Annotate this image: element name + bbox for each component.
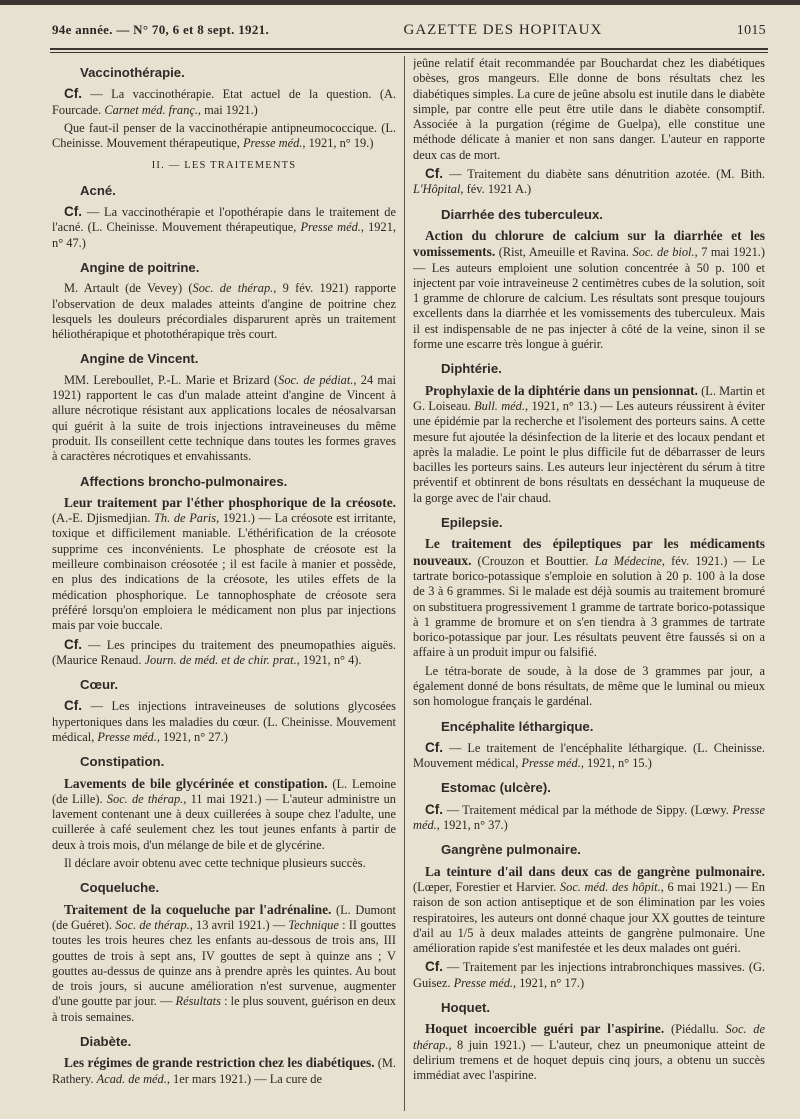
paragraph: Prophylaxie de la diphtérie dans un pensionnat. (L. Martin et G. Loiseau. Bull. méd., 1921, n° 13.) — Les auteurs réussirent à éviter une épidémie par la recherche et l'isolement des porteurs sains. A cette mesure fut ajoutée la désinfection de la literie et des locaux pendant et après la maladie. Le point le plus difficile fut de débarrasser de leurs bacilles les porteurs sains. Les auteurs leur injectèrent du sérum à titre préventif et obtinrent de bons résultats en desséchant la muqueuse de la gorge avec de l'air chaud. [413, 382, 765, 505]
section-title: Acné. [80, 182, 116, 198]
paragraph: jeûne relatif était recommandée par Bouchardat chez les diabétiques obèses, gros mangeurs. Elle donne de bons résultats chez les diabétiques simples. La cure de jeûne absolu est inutile dans le diabète simple, par contre elle peut être utile dans le diabète consomptif. Associée à la purgation (régime de Guelpa), elle constitue une méthode délicate à manier et non sans danger. L'auteur en rapporte deux cas de mort. [413, 56, 765, 162]
section-title: Diphtérie. [441, 361, 502, 377]
paragraph: Le traitement des épileptiques par les médicaments nouveaux. (Crouzon et Bouttier. La Médecine, fév. 1921.) — Le tartrate borico-potassique s'emploie en solution à 20 p. 100 à la dose de 3 à 6 grammes. Si le malade est déjà soumis au traitement bromuré on substituera progressivement 1 gramme de tartrate borico-potassique à 1 gramme de bromure et on s'en tiendra à 3 grammes de tartrate borico-potassique par jour. Les résultats peuvent être faussés si on a affaire à un produit impur ou falsifié. [413, 536, 765, 660]
paragraph: Il déclare avoir obtenu avec cette technique plusieurs succès. [64, 856, 366, 871]
section-title: Hoquet. [441, 1000, 491, 1016]
paragraph: Cf. — Traitement médical par la méthode de Sippy. (Lœwy. Presse méd., 1921, n° 37.) [413, 801, 765, 833]
section-title: Vaccinothérapie. [80, 65, 185, 80]
paragraph: Cf. — Traitement par les injections intrabronchiques massives. (G. Guisez. Presse méd., 1921, n° 17.) [413, 959, 765, 990]
paragraph: Lavements de bile glycérinée et constipation. (L. Lemoine (de Lille). Soc. de thérap., 11 mai 1921.) — L'auteur administre un lavement contenant une à deux cuillerées à soupe chez l'adulte, une cuillerée à café seulement chez les tout jeunes enfants à partir de deux à trois mois, d'un mélange de bile et de glycérine. [52, 775, 396, 852]
paragraph: Action du chlorure de calcium sur la diarrhée et les vomissements. (Rist, Ameuille et Ravina. Soc. de biol., 7 mai 1921.) — Les auteurs emploient une solution concentrée à 50 p. 100 et injectent par voie intraveineuse 2 centimètres cubes de la solution, soit 1 gramme de chlorure de calcium. Les résultats sont presque toujours excellents dans la diarrhée et les vomissements des tuberculeux. Mais il est indispensable de ne pas injecter à côté de la veine, sinon il se forme une escarre très longue à guérir. [413, 227, 765, 352]
section-title: Estomac (ulcère). [441, 780, 551, 796]
section-title: Diarrhée des tuberculeux. [441, 206, 603, 222]
section-title: Coqueluche. [80, 880, 160, 896]
column-divider [404, 56, 405, 1111]
paragraph: Cf. — La vaccinothérapie. Etat actuel de la question. (A. Fourcade. Carnet méd. franç., mai 1921.) [52, 86, 396, 117]
section-title: Affections broncho-pulmonaires. [80, 473, 288, 489]
paragraph: La teinture d'ail dans deux cas de gangrène pulmonaire. (Lœper, Forestier et Harvier. Soc. méd. des hôpit., 6 mai 1921.) — En raison de son action antiseptique et de son élimination par les voies respiratoires, les auteurs ont donné chaque jour XX gouttes de teinture d'ail au 1/5 à deux malades atteints de gangrène pulmonaire. Une amélioration rapide s'est manifestée et les deux malades ont guéri. [413, 863, 765, 956]
header-rule [50, 48, 768, 50]
section-title: Constipation. [80, 754, 165, 770]
paragraph: Cf. — Le traitement de l'encéphalite léthargique. (L. Cheinisse. Mouvement médical, Presse méd., 1921, n° 15.) [413, 739, 765, 771]
running-header [52, 22, 766, 44]
paragraph: Cf. — Traitement du diabète sans dénutrition azotée. (M. Bith. L'Hôpital, fév. 1921 A.) [413, 166, 765, 197]
left-column [52, 56, 396, 1111]
paragraph: Traitement de la coqueluche par l'adrénaline. (L. Dumont (de Guéret). Soc. de thérap., 13 avril 1921.) — Technique : II gouttes toutes les trois heures chez les enfants au-dessous de trois ans, III gouttes de trois à sept ans, IV gouttes de sept à quinze ans ; V gouttes au-dessus de quinze ans à prendre après les quintes. Au bout de trois jours, si aucune amélioration n'est survenue, augmenter d'une goutte par jour. — Résultats : le plus souvent, guérison en deux à trois semaines. [52, 901, 396, 1024]
paragraph: Le tétra-borate de soude, à la dose de 3 grammes par jour, a également donné de bons résultats, de même que le luminal ou mieux son homologue français le gardénal. [413, 663, 765, 709]
paragraph: Cf. — Les principes du traitement des pneumopathies aiguës. (Maurice Renaud. Journ. de méd. et de chir. prat., 1921, n° 4). [52, 636, 396, 667]
section-title: Angine de Vincent. [80, 351, 199, 367]
paragraph: Leur traitement par l'éther phosphorique de la créosote. (A.-E. Djismedjian. Th. de Paris, 1921.) — La créosote est irritante, toxique et difficilement maniable. L'éthérification de la créosote supprime ces inconvénients. Le phosphate de créosote est la meilleure combinaison créosotée ; il est facile à manier et possède, en plus des indications de la créosote, les utiles effets de la médication phosphorique. Le tannophosphate de créosote sera préféré lorsqu'on emploiera le médicament non plus par injections mais par voie buccale. [52, 494, 396, 633]
paragraph: MM. Lereboullet, P.-L. Marie et Brizard (Soc. de pédiat., 24 mai 1921) rapportent le cas d'un malade atteint d'angine de Vincent à allure nécrotique résistant aux applications locales de néosalvarsan qui guérit à la suite de trois injections intraveineuses du même produit. Ils conseillent cette technique dans toutes les formes graves à caractères nécrotiques et envahissants. [52, 372, 396, 464]
paragraph: Hoquet incoercible guéri par l'aspirine. (Piédallu. Soc. de thérap., 8 juin 1921.) — L'auteur, chez un pneumonique atteint de delirium tremens et de hoquet depuis cinq jours, a obtenu un succès immédiat avec l'aspirine. [413, 1021, 765, 1083]
paragraph: Les régimes de grande restriction chez les diabétiques. (M. Rathery. Acad. de méd., 1er mars 1921.) — La cure de [52, 1055, 396, 1086]
paragraph: Cf. — Les injections intraveineuses de solutions glycosées hypertoniques dans les maladies du cœur. (L. Cheinisse. Mouvement médical, Presse méd., 1921, n° 27.) [52, 698, 396, 744]
page-number: 1015 [736, 23, 766, 38]
section-title: Diabète. [80, 1034, 132, 1050]
section-title: Angine de poitrine. [80, 259, 200, 275]
issue-info: 94e année. — N° 70, 6 et 8 sept. 1921. [52, 22, 269, 37]
paragraph: Que faut-il penser de la vaccinothérapie antipneumococcique. (L. Cheinisse. Mouvement thérapeutique, Presse méd., 1921, n° 19.) [52, 120, 396, 151]
part-heading: II. — LES TRAITEMENTS [151, 160, 297, 172]
paragraph: Cf. — La vaccinothérapie et l'opothérapie dans le traitement de l'acné. (L. Cheinisse. Mouvement thérapeutique, Presse méd., 1921, n° 47.) [52, 204, 396, 250]
section-title: Epilepsie. [441, 515, 503, 531]
journal-title: GAZETTE DES HOPITAUX [403, 22, 603, 38]
section-title: Encéphalite léthargique. [441, 718, 594, 734]
section-title: Cœur. [80, 677, 119, 693]
paragraph: M. Artault (de Vevey) (Soc. de thérap., 9 fév. 1921) rapporte l'observation de deux malades atteints d'angine de poitrine chez lesquels les douleurs précordiales disparurent après un traitement héliothérapique et photothérapique très court. [52, 281, 396, 342]
header-rule-thin [50, 52, 768, 53]
right-column [413, 56, 765, 1111]
section-title: Gangrène pulmonaire. [441, 842, 581, 858]
top-border [0, 0, 800, 5]
